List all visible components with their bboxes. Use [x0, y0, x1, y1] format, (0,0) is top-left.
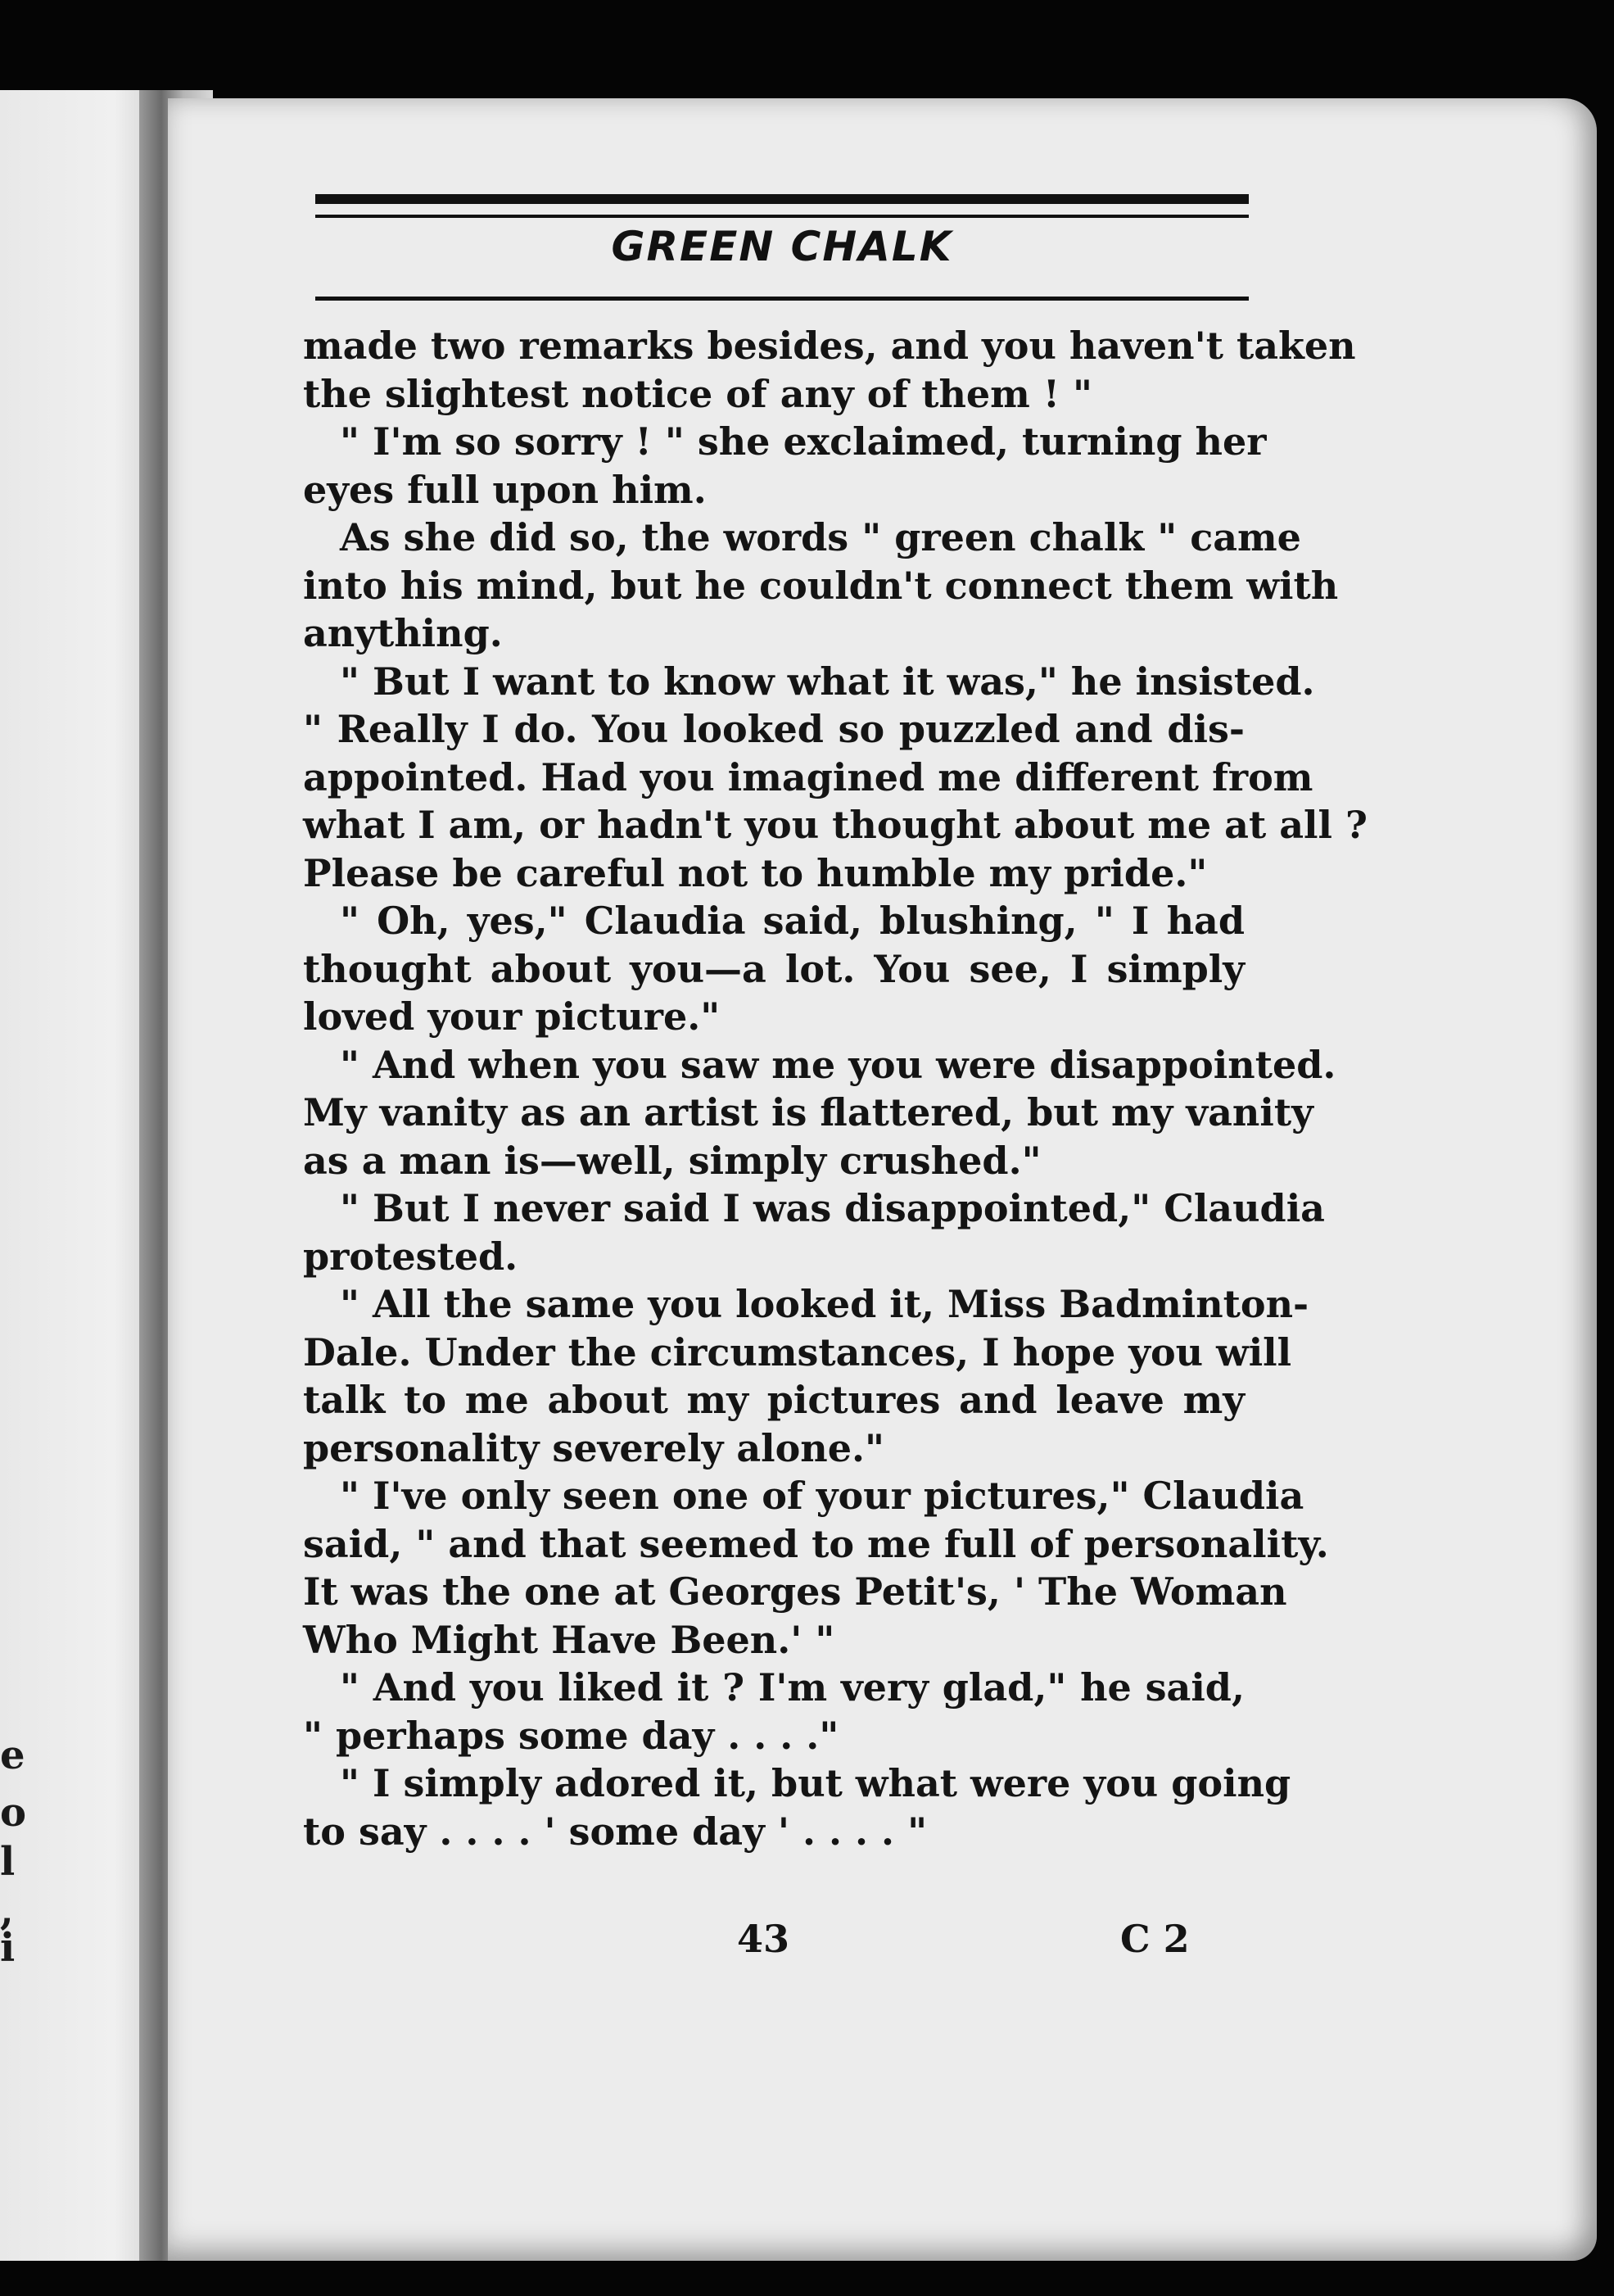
text-line: said, " and that seemed to me full of personality.	[303, 1521, 1329, 1566]
text-line: " I simply adored it, but what were you going	[340, 1761, 1291, 1805]
text-line: made two remarks besides, and you haven't taken	[303, 324, 1356, 368]
facing-page-fragment: i	[0, 1925, 16, 1971]
text-line: " And you liked it ? I'm very glad," he said,	[340, 1665, 1245, 1710]
text-line: loved your picture."	[303, 994, 721, 1039]
text-line: appointed. Had you imagined me different from	[303, 754, 1313, 799]
text-line: the slightest notice of any of them ! "	[303, 371, 1093, 416]
text-line: " And when you saw me you were disappointed.	[340, 1042, 1336, 1087]
text-line: eyes full upon him.	[303, 467, 707, 512]
facing-page-fragment: o	[0, 1790, 27, 1836]
text-line: Dale. Under the circumstances, I hope you will	[303, 1329, 1292, 1374]
body-text	[303, 322, 1368, 1855]
text-line: as a man is—well, simply crushed."	[303, 1138, 1042, 1183]
text-line: My vanity as an artist is flattered, but my vanity	[303, 1090, 1313, 1134]
text-line: " I've only seen one of your pictures," Claudia	[340, 1474, 1304, 1518]
page-number: 43	[737, 1917, 790, 1961]
text-line: " But I want to know what it was," he insisted.	[340, 659, 1315, 704]
text-line: " All the same you looked it, Miss Badminton-	[340, 1282, 1309, 1326]
text-line: anything.	[303, 611, 503, 655]
text-line: It was the one at Georges Petit's, ' The Woman	[303, 1569, 1287, 1614]
facing-page-fragment: ,	[0, 1888, 14, 1934]
facing-page-fragment: l	[0, 1839, 16, 1885]
header-rule-second	[315, 215, 1249, 218]
text-line: " But I never said I was disappointed," Claudia	[340, 1186, 1325, 1230]
text-line: thought about you—a lot. You see, I simply	[303, 946, 1245, 991]
text-line: " Really I do. You looked so puzzled and dis-	[303, 707, 1245, 751]
text-line: " perhaps some day . . . ."	[303, 1713, 839, 1758]
text-line: As she did so, the words " green chalk " came	[340, 515, 1301, 559]
signature-mark: C 2	[1120, 1917, 1190, 1961]
text-line: " Oh, yes," Claudia said, blushing, " I had	[340, 899, 1245, 943]
text-line: Who Might Have Been.' "	[303, 1617, 835, 1662]
text-line: protested.	[303, 1234, 518, 1279]
facing-page-fragment: e	[0, 1732, 25, 1778]
text-line: Please be careful not to humble my pride."	[303, 850, 1208, 895]
running-head: GREEN CHALK	[611, 223, 953, 270]
header-rule-top	[315, 194, 1249, 204]
text-line: into his mind, but he couldn't connect them with	[303, 563, 1339, 608]
text-line: " I'm so sorry ! " she exclaimed, turning her	[340, 419, 1267, 464]
header-rule-bottom	[315, 297, 1249, 301]
text-line: to say . . . . ' some day ' . . . . "	[303, 1809, 928, 1854]
text-line: personality severely alone."	[303, 1425, 884, 1470]
text-line: what I am, or hadn't you thought about me at all ?	[303, 803, 1368, 847]
text-line: talk to me about my pictures and leave my	[303, 1378, 1245, 1422]
